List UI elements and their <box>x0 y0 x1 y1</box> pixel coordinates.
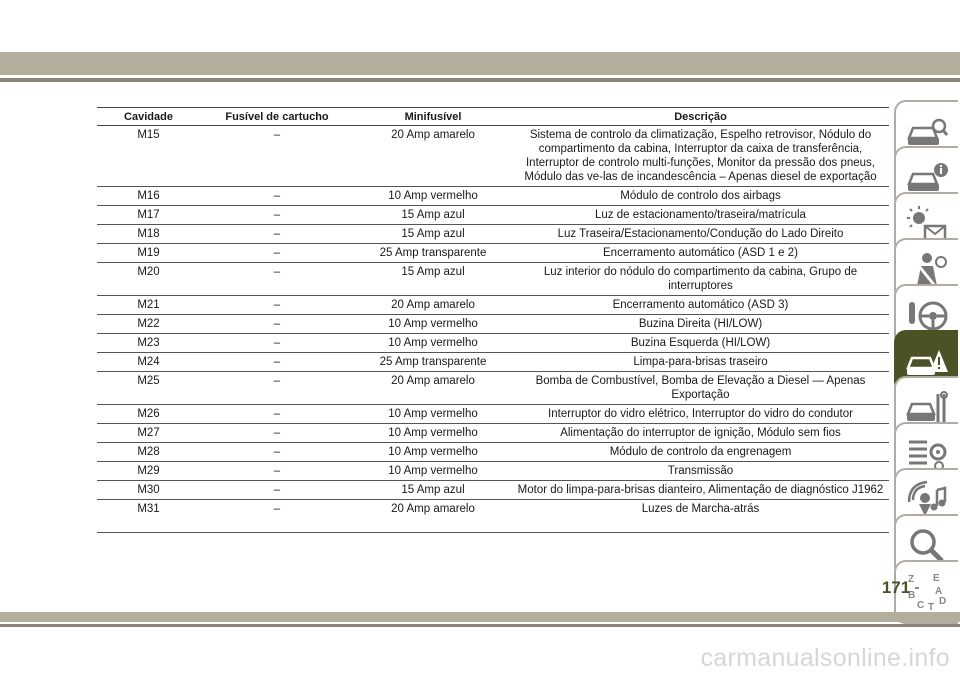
cell-description: Luz de estacionamento/traseira/matrícula <box>512 206 889 225</box>
cell-mini-fuse: 15 Amp azul <box>354 481 512 500</box>
table-row <box>97 206 889 225</box>
cell-cavity: M23 <box>97 334 200 353</box>
cell-cavity: M16 <box>97 187 200 206</box>
table-row <box>97 424 889 443</box>
cell-description: Luz Traseira/Estacionamento/Condução do Lado Direito <box>512 225 889 244</box>
cell-cartridge-fuse: – <box>200 126 354 187</box>
cell-description: Encerramento automático (ASD 3) <box>512 296 889 315</box>
svg-text:T: T <box>928 602 935 612</box>
cell-mini-fuse: 20 Amp amarelo <box>354 372 512 405</box>
fuse-table-body <box>97 126 889 533</box>
cell-cavity: M31 <box>97 500 200 533</box>
cell-description: Transmissão <box>512 462 889 481</box>
svg-text:A: A <box>935 586 943 597</box>
table-row <box>97 443 889 462</box>
watermark: carmanualsonline.info <box>700 644 950 672</box>
cell-cartridge-fuse: – <box>200 225 354 244</box>
cell-cartridge-fuse: – <box>200 315 354 334</box>
cell-cavity: M27 <box>97 424 200 443</box>
cell-mini-fuse: 10 Amp vermelho <box>354 334 512 353</box>
cell-mini-fuse: 10 Amp vermelho <box>354 187 512 206</box>
table-row <box>97 481 889 500</box>
cell-description: Buzina Direita (HI/LOW) <box>512 315 889 334</box>
table-row <box>97 187 889 206</box>
cell-cavity: M19 <box>97 244 200 263</box>
cell-cavity: M24 <box>97 353 200 372</box>
cell-cavity: M25 <box>97 372 200 405</box>
table-row <box>97 244 889 263</box>
table-row <box>97 500 889 533</box>
cell-cavity: M20 <box>97 263 200 296</box>
cell-description: Encerramento automático (ASD 1 e 2) <box>512 244 889 263</box>
table-row <box>97 315 889 334</box>
cell-cartridge-fuse: – <box>200 443 354 462</box>
cell-cavity: M22 <box>97 315 200 334</box>
page-number: 171 <box>881 578 911 597</box>
cell-mini-fuse: 20 Amp amarelo <box>354 126 512 187</box>
cell-mini-fuse: 15 Amp azul <box>354 225 512 244</box>
cell-description: Alimentação do interruptor de ignição, Módulo sem fios <box>512 424 889 443</box>
table-row <box>97 126 889 187</box>
cell-description: Limpa-para-brisas traseiro <box>512 353 889 372</box>
svg-text:C: C <box>917 600 925 611</box>
cell-cartridge-fuse: – <box>200 263 354 296</box>
cell-description: Luz interior do nódulo do compartimento da cabina, Grupo de interruptores <box>512 263 889 296</box>
cell-mini-fuse: 10 Amp vermelho <box>354 424 512 443</box>
cell-cavity: M18 <box>97 225 200 244</box>
cell-cavity: M28 <box>97 443 200 462</box>
cell-cavity: M26 <box>97 405 200 424</box>
cell-cavity: M30 <box>97 481 200 500</box>
cell-cartridge-fuse: – <box>200 462 354 481</box>
cell-cartridge-fuse: – <box>200 372 354 405</box>
svg-text:B: B <box>908 590 916 601</box>
fuse-table-header <box>97 108 889 126</box>
top-decorative-band <box>0 52 960 75</box>
cell-cartridge-fuse: – <box>200 206 354 225</box>
table-row <box>97 296 889 315</box>
header-description: Descrição <box>512 108 889 126</box>
cell-cartridge-fuse: – <box>200 334 354 353</box>
cell-description: Motor do limpa-para-brisas dianteiro, Alimentação de diagnóstico J1962 <box>512 481 889 500</box>
cell-cartridge-fuse: – <box>200 353 354 372</box>
cell-mini-fuse: 15 Amp azul <box>354 206 512 225</box>
cell-description: Bomba de Combustível, Bomba de Elevação a Diesel — Apenas Exportação <box>512 372 889 405</box>
svg-text:Z: Z <box>908 574 915 585</box>
cell-mini-fuse: 20 Amp amarelo <box>354 296 512 315</box>
svg-text:E: E <box>933 573 940 584</box>
cell-description: Luzes de Marcha-atrás <box>512 500 889 533</box>
cell-mini-fuse: 10 Amp vermelho <box>354 462 512 481</box>
cell-description: Sistema de controlo da climatização, Espelho retrovisor, Nódulo do compartimento da cabina, Interruptor da caixa de transferência, Interruptor de controlo multi-funções, Monitor da pressão dos pneus, Módulo das ve-las de incandescência – Apenas diesel de exportação <box>512 126 889 187</box>
table-row <box>97 334 889 353</box>
table-row <box>97 405 889 424</box>
cell-cartridge-fuse: – <box>200 187 354 206</box>
header-mini-fuse: Minifusível <box>354 108 512 126</box>
table-row <box>97 353 889 372</box>
cell-cartridge-fuse: – <box>200 296 354 315</box>
cell-mini-fuse: 20 Amp amarelo <box>354 500 512 533</box>
cell-mini-fuse: 25 Amp transparente <box>354 244 512 263</box>
bottom-decorative-line <box>0 624 960 627</box>
cell-cavity: M21 <box>97 296 200 315</box>
cell-mini-fuse: 10 Amp vermelho <box>354 315 512 334</box>
fuse-table <box>97 107 889 533</box>
header-cartridge-fuse: Fusível de cartucho <box>200 108 354 126</box>
cell-cartridge-fuse: – <box>200 481 354 500</box>
cell-mini-fuse: 15 Amp azul <box>354 263 512 296</box>
table-row <box>97 263 889 296</box>
table-row <box>97 462 889 481</box>
header-cavity: Cavidade <box>97 108 200 126</box>
bottom-decorative-band <box>0 612 960 622</box>
cell-cartridge-fuse: – <box>200 405 354 424</box>
svg-text:D: D <box>939 596 947 607</box>
top-decorative-line <box>0 78 960 82</box>
cell-description: Buzina Esquerda (HI/LOW) <box>512 334 889 353</box>
table-row <box>97 372 889 405</box>
cell-description: Interruptor do vidro elétrico, Interruptor do vidro do condutor <box>512 405 889 424</box>
table-row <box>97 225 889 244</box>
cell-cavity: M17 <box>97 206 200 225</box>
cell-cartridge-fuse: – <box>200 424 354 443</box>
cell-cavity: M15 <box>97 126 200 187</box>
cell-description: Módulo de controlo dos airbags <box>512 187 889 206</box>
cell-mini-fuse: 25 Amp transparente <box>354 353 512 372</box>
cell-description: Módulo de controlo da engrenagem <box>512 443 889 462</box>
cell-mini-fuse: 10 Amp vermelho <box>354 405 512 424</box>
cell-mini-fuse: 10 Amp vermelho <box>354 443 512 462</box>
cell-cavity: M29 <box>97 462 200 481</box>
cell-cartridge-fuse: – <box>200 500 354 533</box>
cell-cartridge-fuse: – <box>200 244 354 263</box>
